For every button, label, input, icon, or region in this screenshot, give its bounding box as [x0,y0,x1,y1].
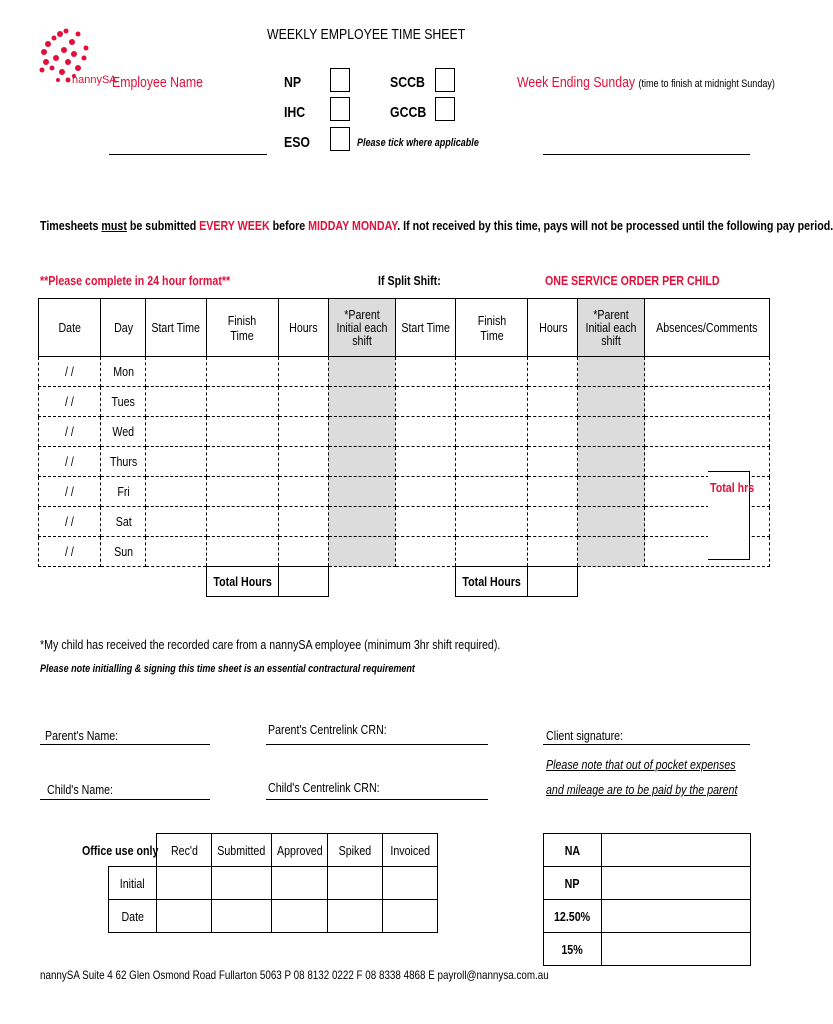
office-use-label: Office use only [82,843,159,858]
time-cell[interactable] [206,477,278,507]
office-cell[interactable] [157,867,212,900]
total-hrs-box[interactable] [708,471,755,560]
office-col-recd: Rec'd [157,834,212,867]
time-cell[interactable] [578,417,645,447]
time-cell[interactable] [528,387,578,417]
notice-text: Timesheets [40,218,102,233]
header-start-time-2: Start Time [395,299,455,357]
declaration: *My child has received the recorded care from a nannySA employee (minimum 3hr shift required). [40,637,501,652]
contract-note: Please note initialling & signing this time sheet is an essential contractural requirement [40,663,415,675]
child-crn-line[interactable] [266,799,488,800]
time-cell[interactable] [395,417,455,447]
time-cell[interactable] [146,417,206,447]
notice-text: . If not received by this time, pays will not be processed until the following pay period. [397,218,833,233]
time-cell[interactable] [395,477,455,507]
time-cell[interactable] [278,507,328,537]
total-hours-label: Total Hours [206,567,278,597]
comments-cell[interactable] [645,357,770,387]
child-crn-label: Child's Centrelink CRN: [268,780,380,795]
time-cell[interactable] [456,447,528,477]
rate-cell[interactable] [602,933,751,966]
office-cell[interactable] [271,867,328,900]
rate-12-50: 12.50% [544,900,602,933]
page-title: WEEKLY EMPLOYEE TIME SHEET [267,26,466,43]
nannysa-logo [38,28,117,88]
office-col-approved: Approved [271,834,328,867]
expenses-note-1: Please note that out of pocket expenses [546,757,736,772]
header-parent-initial-2: *Parent Initial each shift [578,299,645,357]
rate-cell[interactable] [602,900,751,933]
office-cell[interactable] [212,900,272,933]
time-cell[interactable] [528,507,578,537]
office-col-spiked: Spiked [328,834,383,867]
eso-checkbox[interactable] [330,127,350,151]
day-cell: Wed [101,417,146,447]
employee-name-line[interactable] [109,154,267,155]
time-cell[interactable] [456,507,528,537]
tick-note: Please tick where applicable [357,137,479,149]
rate-15: 15% [544,933,602,966]
rate-np: NP [544,867,602,900]
np-checkbox[interactable] [330,68,350,92]
footer: nannySA Suite 4 62 Glen Osmond Road Fullarton 5063 P 08 8132 0222 F 08 8338 4868 E payroll@nannysa.com.au [40,968,549,982]
time-cell[interactable] [528,477,578,507]
time-cell[interactable] [456,477,528,507]
expenses-note-2: and mileage are to be paid by the parent [546,782,738,797]
time-cell[interactable] [456,387,528,417]
office-col-invoiced: Invoiced [383,834,438,867]
employee-name-label: Employee Name [112,74,203,91]
time-cell[interactable] [456,357,528,387]
np-label: NP [284,74,302,91]
office-cell[interactable] [383,900,438,933]
rate-cell[interactable] [602,867,751,900]
time-cell[interactable] [278,537,328,567]
time-cell[interactable] [328,477,395,507]
week-ending-note: (time to finish at midnight Sunday) [638,78,775,90]
date-cell[interactable]: / / [39,357,101,387]
client-signature-line[interactable] [543,744,750,745]
date-cell[interactable]: / / [39,417,101,447]
time-cell[interactable] [328,447,395,477]
time-cell[interactable] [528,417,578,447]
office-cell[interactable] [383,867,438,900]
office-cell[interactable] [157,900,212,933]
day-cell: Thurs [101,447,146,477]
time-cell[interactable] [146,387,206,417]
day-cell: Tues [101,387,146,417]
office-cell[interactable] [328,867,383,900]
time-cell[interactable] [328,417,395,447]
header-finish-time: Finish Time [206,299,278,357]
time-cell[interactable] [206,507,278,537]
time-cell[interactable] [146,537,206,567]
time-cell[interactable] [578,507,645,537]
time-cell[interactable] [395,537,455,567]
split-shift-label: If Split Shift: [378,273,441,288]
office-row-initial: Initial [109,867,157,900]
parent-crn-label: Parent's Centrelink CRN: [268,722,387,737]
table-row [39,357,770,387]
office-use-table [108,833,438,933]
notice-midday-monday: MIDDAY MONDAY [308,218,398,233]
gccb-label: GCCB [390,104,427,121]
format-note: **Please complete in 24 hour format** [40,273,231,288]
header-day: Day [101,299,146,357]
time-cell[interactable] [578,387,645,417]
time-cell[interactable] [528,447,578,477]
time-cell[interactable] [578,447,645,477]
time-cell[interactable] [578,537,645,567]
header-finish-time-2: Finish Time [456,299,528,357]
eso-label: ESO [284,134,310,151]
notice-text: before [269,218,309,233]
table-row [39,507,770,537]
time-cell[interactable] [456,537,528,567]
notice-text: be submitted [126,218,200,233]
time-cell[interactable] [328,507,395,537]
child-name-line[interactable] [40,799,210,800]
time-cell[interactable] [206,387,278,417]
comments-cell[interactable] [645,387,770,417]
time-cell[interactable] [278,417,328,447]
rate-na: NA [544,834,602,867]
time-cell[interactable] [146,357,206,387]
table-row [39,537,770,567]
office-col-submitted: Submitted [212,834,272,867]
time-cell[interactable] [206,357,278,387]
sccb-label: SCCB [390,74,425,91]
submission-notice [40,218,833,233]
day-cell: Sun [101,537,146,567]
time-table [38,298,770,597]
table-row [39,447,770,477]
child-name-label: Child's Name: [47,782,114,797]
office-row-date: Date [109,900,157,933]
week-ending-text: Week Ending Sunday [517,74,636,91]
time-cell[interactable] [146,447,206,477]
date-cell[interactable]: / / [39,507,101,537]
date-cell[interactable]: / / [39,447,101,477]
logo-text: nannySA [72,74,117,86]
total-hrs-label: Total hrs [710,480,755,495]
time-cell[interactable] [578,357,645,387]
header-date: Date [39,299,101,357]
time-cell[interactable] [206,537,278,567]
table-row [39,387,770,417]
week-ending-line[interactable] [543,154,750,155]
time-cell[interactable] [278,387,328,417]
time-cell[interactable] [328,357,395,387]
parent-name-label: Parent's Name: [45,728,119,743]
time-cell[interactable] [206,417,278,447]
parent-crn-line[interactable] [266,744,488,745]
day-cell: Sat [101,507,146,537]
total-hours-label-2: Total Hours [456,567,528,597]
time-cell[interactable] [528,357,578,387]
client-signature-label: Client signature: [546,728,624,743]
header-start-time: Start Time [146,299,206,357]
total-hours-value[interactable] [278,567,328,597]
comments-cell[interactable] [645,417,770,447]
office-cell[interactable] [271,900,328,933]
ihc-checkbox[interactable] [330,97,350,121]
time-cell[interactable] [328,537,395,567]
week-ending-label [517,74,775,91]
time-cell[interactable] [278,357,328,387]
time-cell[interactable] [456,417,528,447]
table-row [39,417,770,447]
total-hours-value-2[interactable] [528,567,578,597]
time-cell[interactable] [206,447,278,477]
time-cell[interactable] [146,477,206,507]
office-cell[interactable] [328,900,383,933]
gccb-checkbox[interactable] [435,97,455,121]
parent-name-line[interactable] [40,744,210,745]
time-cell[interactable] [578,477,645,507]
office-cell[interactable] [212,867,272,900]
time-cell[interactable] [395,387,455,417]
time-cell[interactable] [528,537,578,567]
rate-cell[interactable] [602,834,751,867]
time-cell[interactable] [146,507,206,537]
header-parent-initial: *Parent Initial each shift [328,299,395,357]
time-cell[interactable] [395,357,455,387]
notice-must: must [101,218,127,233]
sccb-checkbox[interactable] [435,68,455,92]
header-hours: Hours [278,299,328,357]
table-row [39,477,770,507]
day-cell: Mon [101,357,146,387]
date-cell[interactable]: / / [39,477,101,507]
one-service-note: ONE SERVICE ORDER PER CHILD [545,273,720,288]
header-hours-2: Hours [528,299,578,357]
notice-every-week: EVERY WEEK [199,218,270,233]
date-cell[interactable]: / / [39,537,101,567]
ihc-label: IHC [284,104,306,121]
time-cell[interactable] [328,387,395,417]
time-cell[interactable] [395,507,455,537]
time-cell[interactable] [395,447,455,477]
header-absences: Absences/Comments [645,299,770,357]
time-cell[interactable] [278,447,328,477]
date-cell[interactable]: / / [39,387,101,417]
rates-table [543,833,751,966]
time-cell[interactable] [278,477,328,507]
day-cell: Fri [101,477,146,507]
